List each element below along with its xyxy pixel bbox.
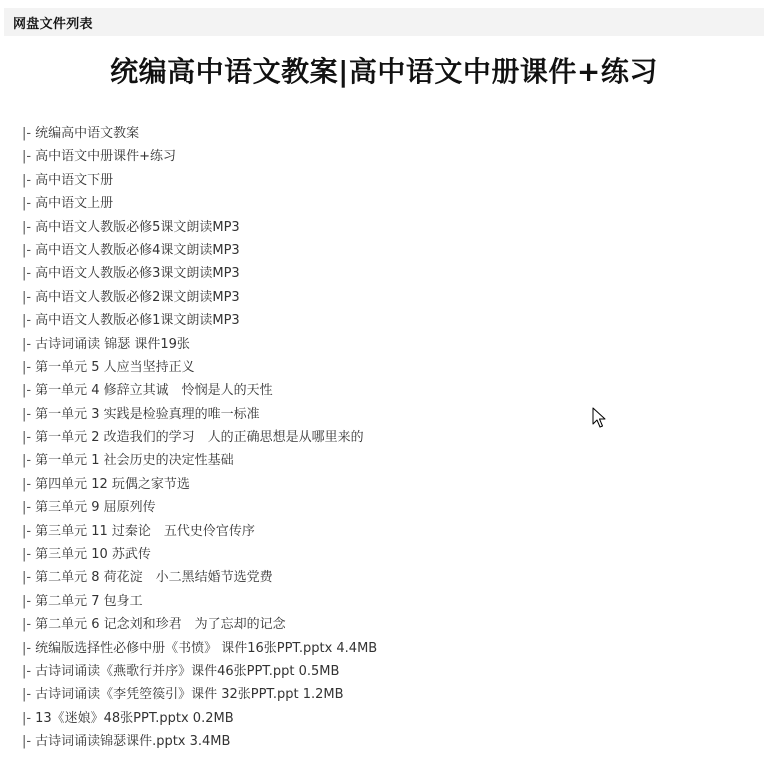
tree-branch-icon: |- [22,547,32,563]
list-item-label: 第三单元 11 过秦论 五代史伶官传序 [35,523,255,539]
list-item-label: 第三单元 10 苏武传 [35,547,151,563]
tree-branch-icon: |- [22,149,32,165]
tree-branch-icon: |- [22,406,32,422]
list-item[interactable] [22,145,377,168]
tree-branch-icon: |- [22,172,32,188]
tree-branch-icon: |- [22,219,32,235]
list-item-label: 13《迷娘》48张PPT.pptx 0.2MB [35,710,234,726]
tree-branch-icon: |- [22,663,32,679]
list-item-label: 高中语文下册 [35,172,114,188]
tree-branch-icon: |- [22,126,32,141]
header-bar [4,8,764,36]
list-item[interactable] [22,262,377,285]
tree-branch-icon: |- [22,196,32,212]
list-item-label: 高中语文上册 [35,196,114,212]
tree-branch-icon: |- [22,359,32,375]
tree-branch-icon: |- [22,593,32,609]
list-item[interactable] [22,730,377,753]
list-item[interactable] [22,496,377,519]
list-item-label: 第二单元 8 荷花淀 小二黑结婚节选党费 [35,570,273,586]
list-item[interactable] [22,637,377,660]
list-item[interactable] [22,520,377,543]
list-item-label: 第二单元 6 记念刘和珍君 为了忘却的记念 [35,617,286,633]
list-item-label: 高中语文人教版必修3课文朗读MP3 [35,266,240,282]
tree-branch-icon: |- [22,383,32,399]
list-item-label: 古诗词诵读 锦瑟 课件19张 [35,336,190,352]
list-item-label: 高中语文人教版必修5课文朗读MP3 [35,219,240,235]
list-item[interactable] [22,660,377,683]
list-item[interactable] [22,333,377,356]
list-item[interactable] [22,426,377,449]
list-item[interactable] [22,566,377,589]
list-item[interactable] [22,122,377,145]
list-item-label: 第一单元 3 实践是检验真理的唯一标准 [35,406,260,422]
list-item-label: 第三单元 9 屈原列传 [35,500,156,516]
tree-branch-icon: |- [22,289,32,305]
list-item-label: 第一单元 5 人应当坚持正义 [35,359,195,375]
list-item[interactable] [22,169,377,192]
list-item-label: 第二单元 7 包身工 [35,593,143,609]
list-item[interactable] [22,216,377,239]
list-item[interactable] [22,473,377,496]
header-label: 网盘文件列表 [13,16,93,32]
list-item-label: 高中语文人教版必修2课文朗读MP3 [35,289,240,305]
mouse-pointer-icon [592,407,606,429]
list-item-label: 第一单元 1 社会历史的决定性基础 [35,453,234,469]
tree-branch-icon: |- [22,242,32,258]
list-item[interactable] [22,239,377,262]
file-list [22,122,377,754]
tree-branch-icon: |- [22,687,32,703]
list-item[interactable] [22,613,377,636]
list-item[interactable] [22,403,377,426]
tree-branch-icon: |- [22,710,32,726]
list-item-label: 第四单元 12 玩偶之家节选 [35,476,190,492]
list-item[interactable] [22,449,377,472]
list-item[interactable] [22,683,377,706]
page-title: 统编高中语文教案|高中语文中册课件+练习 [110,55,658,88]
list-item[interactable] [22,356,377,379]
list-item-label: 统编高中语文教案 [35,126,140,141]
list-item-label: 高中语文人教版必修1课文朗读MP3 [35,313,240,329]
list-item-label: 高中语文人教版必修4课文朗读MP3 [35,242,240,258]
list-item-label: 第一单元 2 改造我们的学习 人的正确思想是从哪里来的 [35,430,364,446]
tree-branch-icon: |- [22,313,32,329]
list-item[interactable] [22,192,377,215]
list-item[interactable] [22,309,377,332]
list-item-label: 古诗词诵读《李凭箜篌引》课件 32张PPT.ppt 1.2MB [35,687,344,703]
list-item[interactable] [22,543,377,566]
tree-branch-icon: |- [22,476,32,492]
tree-branch-icon: |- [22,570,32,586]
list-item-label: 统编版选择性必修中册《书愤》 课件16张PPT.pptx 4.4MB [35,640,378,656]
tree-branch-icon: |- [22,430,32,446]
list-item[interactable] [22,707,377,730]
tree-branch-icon: |- [22,336,32,352]
list-item-label: 古诗词诵读《燕歌行并序》课件46张PPT.ppt 0.5MB [35,663,340,679]
tree-branch-icon: |- [22,734,32,750]
tree-branch-icon: |- [22,523,32,539]
list-item[interactable] [22,379,377,402]
tree-branch-icon: |- [22,500,32,516]
tree-branch-icon: |- [22,453,32,469]
tree-branch-icon: |- [22,617,32,633]
list-item-label: 高中语文中册课件+练习 [35,149,176,165]
list-item[interactable] [22,590,377,613]
tree-branch-icon: |- [22,266,32,282]
list-item[interactable] [22,286,377,309]
tree-branch-icon: |- [22,640,32,656]
list-item-label: 古诗词诵读锦瑟课件.pptx 3.4MB [35,734,231,750]
list-item-label: 第一单元 4 修辞立其诚 怜悯是人的天性 [35,383,273,399]
